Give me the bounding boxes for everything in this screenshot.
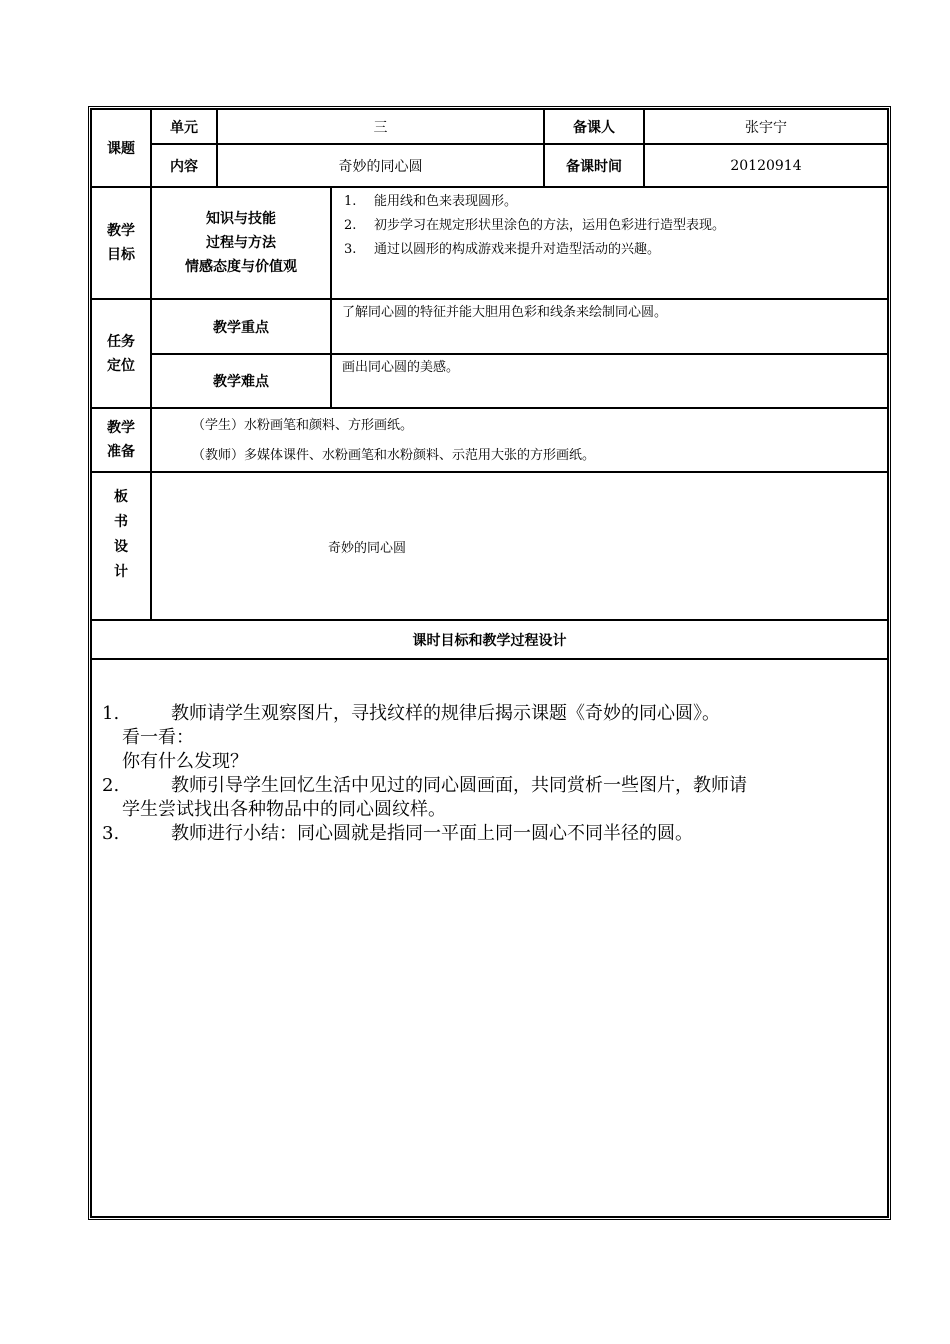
time-value: 20120914	[644, 144, 888, 187]
time-label: 备课时间	[544, 144, 644, 187]
preparer-label: 备课人	[544, 109, 644, 144]
board-content: 奇妙的同心圆	[151, 472, 888, 620]
process-title: 课时目标和教学过程设计	[91, 620, 888, 659]
process-body	[91, 659, 888, 1217]
key-point-label: 教学重点	[151, 299, 331, 354]
unit-value: 三	[217, 109, 544, 144]
objective-item: 3. 通过以圆形的构成游戏来提升对造型活动的兴趣。	[344, 242, 661, 257]
preparer-value: 张宇宁	[644, 109, 888, 144]
prep-label: 教学 准备	[91, 408, 151, 472]
content-value: 奇妙的同心圆	[217, 144, 544, 187]
prep-teacher: （教师）多媒体课件、水粉画笔和水粉颜料、示范用大张的方形画纸。	[192, 448, 596, 463]
difficulty-text: 画出同心圆的美感。	[331, 354, 888, 408]
process-item: 1. 教师请学生观察图片，寻找纹样的规律后揭示课题《奇妙的同心圆》。	[102, 703, 720, 724]
tasks-label: 任务 定位	[91, 299, 151, 408]
unit-label: 单元	[151, 109, 217, 144]
process-item: 2. 教师引导学生回忆生活中见过的同心圆画面，共同赏析一些图片，教师请	[102, 775, 747, 796]
content-label: 内容	[151, 144, 217, 187]
prep-content	[151, 408, 888, 472]
prep-student: （学生）水粉画笔和颜料、方形画纸。	[192, 418, 414, 433]
topic-label: 课题	[91, 109, 151, 187]
lesson-plan-table	[88, 106, 891, 1220]
objective-categories: 知识与技能 过程与方法 情感态度与价值观	[151, 187, 331, 299]
key-point-text: 了解同心圆的特征并能大胆用色彩和线条来绘制同心圆。	[331, 299, 888, 354]
process-list: 1. 教师请学生观察图片，寻找纹样的规律后揭示课题《奇妙的同心圆》。 看一看： 你有什么发现？ 2. 教师引导学生回忆生活中见过的同心圆画面，共同赏析一些图片，教师请 学生尝试找出各种物品中的同心圆纹样。 3. 教师进行小结：同心圆就是指同一平面上同一圆心不同半径的圆。	[102, 702, 882, 846]
objectives-label: 教学 目标	[91, 187, 151, 299]
objective-item: 2. 初步学习在规定形状里涂色的方法，运用色彩进行造型表现。	[344, 218, 726, 233]
difficulty-label: 教学难点	[151, 354, 331, 408]
board-label: 板 书 设 计	[91, 472, 151, 620]
objective-item: 1. 能用线和色来表现圆形。	[344, 194, 518, 209]
process-item: 3. 教师进行小结：同心圆就是指同一平面上同一圆心不同半径的圆。	[102, 823, 693, 844]
objectives-list	[331, 187, 888, 299]
